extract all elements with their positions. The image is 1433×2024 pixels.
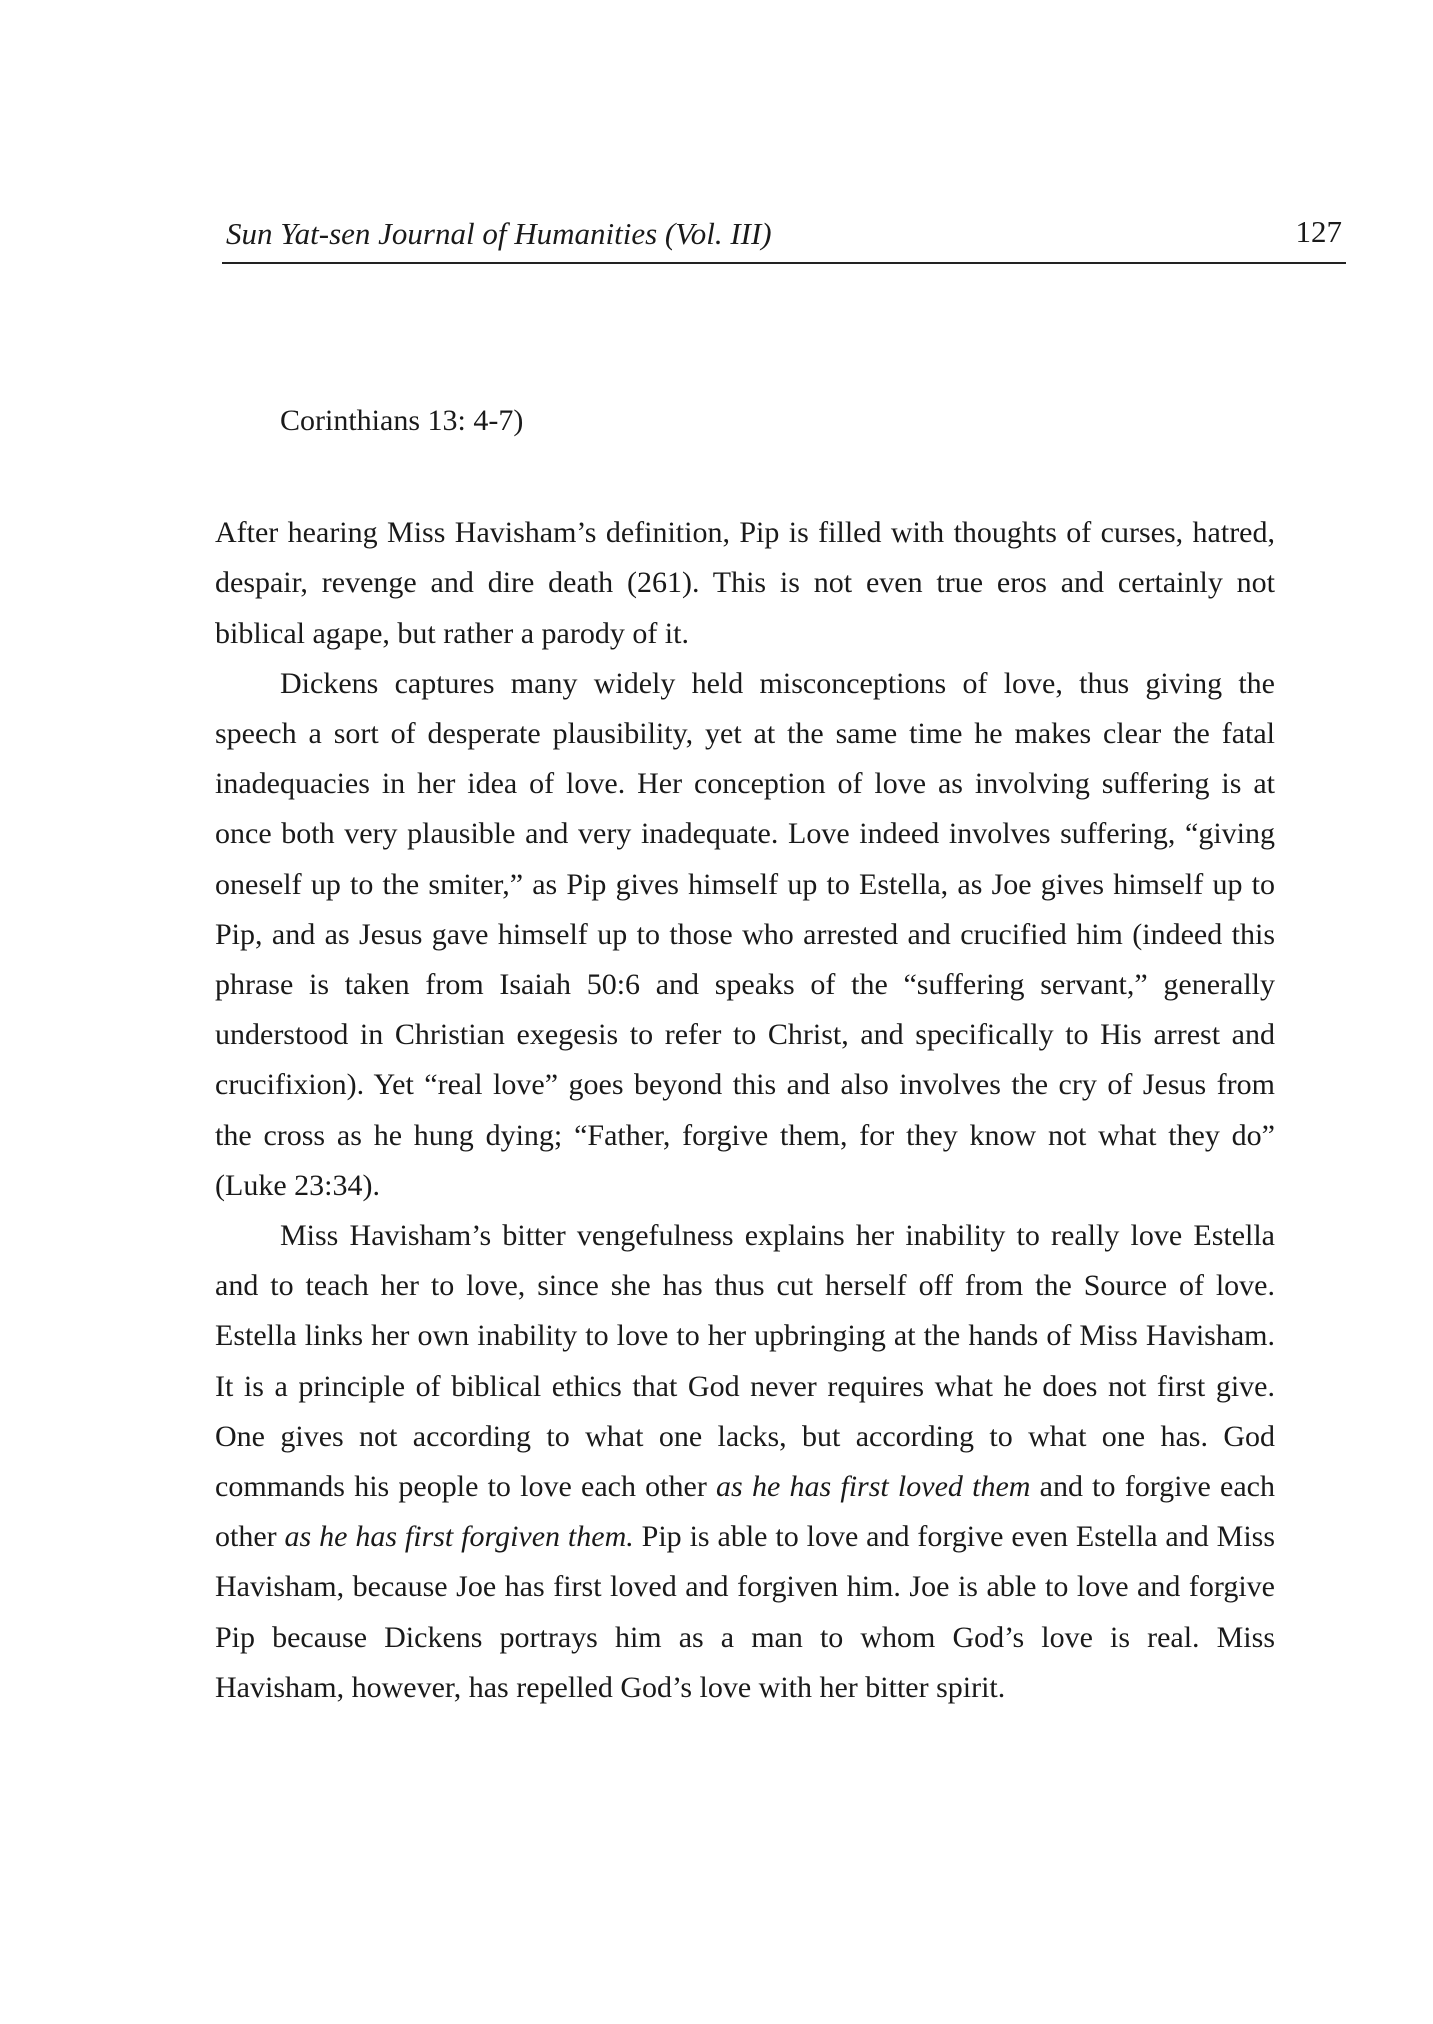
running-header xyxy=(222,200,1346,264)
quote-citation-tail: Corinthians 13: 4-7) xyxy=(280,404,524,437)
page-number: 127 xyxy=(1295,214,1342,249)
paragraph-3-part-3: Pip is able to love and forgive even Estella and Miss Havisham, because Joe has first loved and forgiven him. Joe is able to love and forgive Pip because Dickens portrays him as a man to whom God’s love is real. Miss Havisham, however, has repelled God’s love with her bitter spirit. xyxy=(215,1520,1276,1704)
italic-phrase-forgiven: as he has first forgiven them. xyxy=(284,1520,634,1554)
paragraph-1: After hearing Miss Havisham’s definition, Pip is filled with thoughts of curses, hatred, despair, revenge and dire death (261). This is not even true eros and certainly not biblical agape, but rather a parody of it. xyxy=(215,516,1275,650)
paragraph-3-part-1: Miss Havisham’s bitter vengefulness explains her inability to really love Estella and to teach her to love, since she has thus cut herself off from the Source of love. Estella links her own inability to love to her upbringing at the hands of Miss Havisham. It is a principle of biblical ethics that God never requires what he does not first give. One gives not according to what one lacks, but according to what one has. God commands his people to love each other xyxy=(215,1219,1275,1504)
paragraph-3 xyxy=(215,1211,1275,1713)
paragraph-2: Dickens captures many widely held misconceptions of love, thus giving the speech a sort of desperate plausibility, yet at the same time he makes clear the fatal inadequacies in her idea of love. Her conception of love as involving suffering is at once both very plausible and very inadequate. Love indeed involves suffering, “giving oneself up to the smiter,” as Pip gives himself up to Estella, as Joe gives himself up to Pip, and as Jesus gave himself up to those who arrested and crucified him (indeed this phrase is taken from Isaiah 50:6 and speaks of the “suffering servant,” generally understood in Christian exegesis to refer to Christ, and specifically to His arrest and crucifixion). Yet “real love” goes beyond this and also involves the cry of Jesus from the cross as he hung dying; “Father, forgive them, for they know not what they do” (Luke 23:34). xyxy=(215,666,1275,1202)
journal-title: Sun Yat-sen Journal of Humanities (Vol. III) xyxy=(226,216,772,251)
paragraph-3-part-2: and to forgive each other xyxy=(215,1470,1275,1554)
italic-phrase-loved: as he has first loved them xyxy=(716,1470,1031,1504)
article-body xyxy=(215,396,1275,1713)
